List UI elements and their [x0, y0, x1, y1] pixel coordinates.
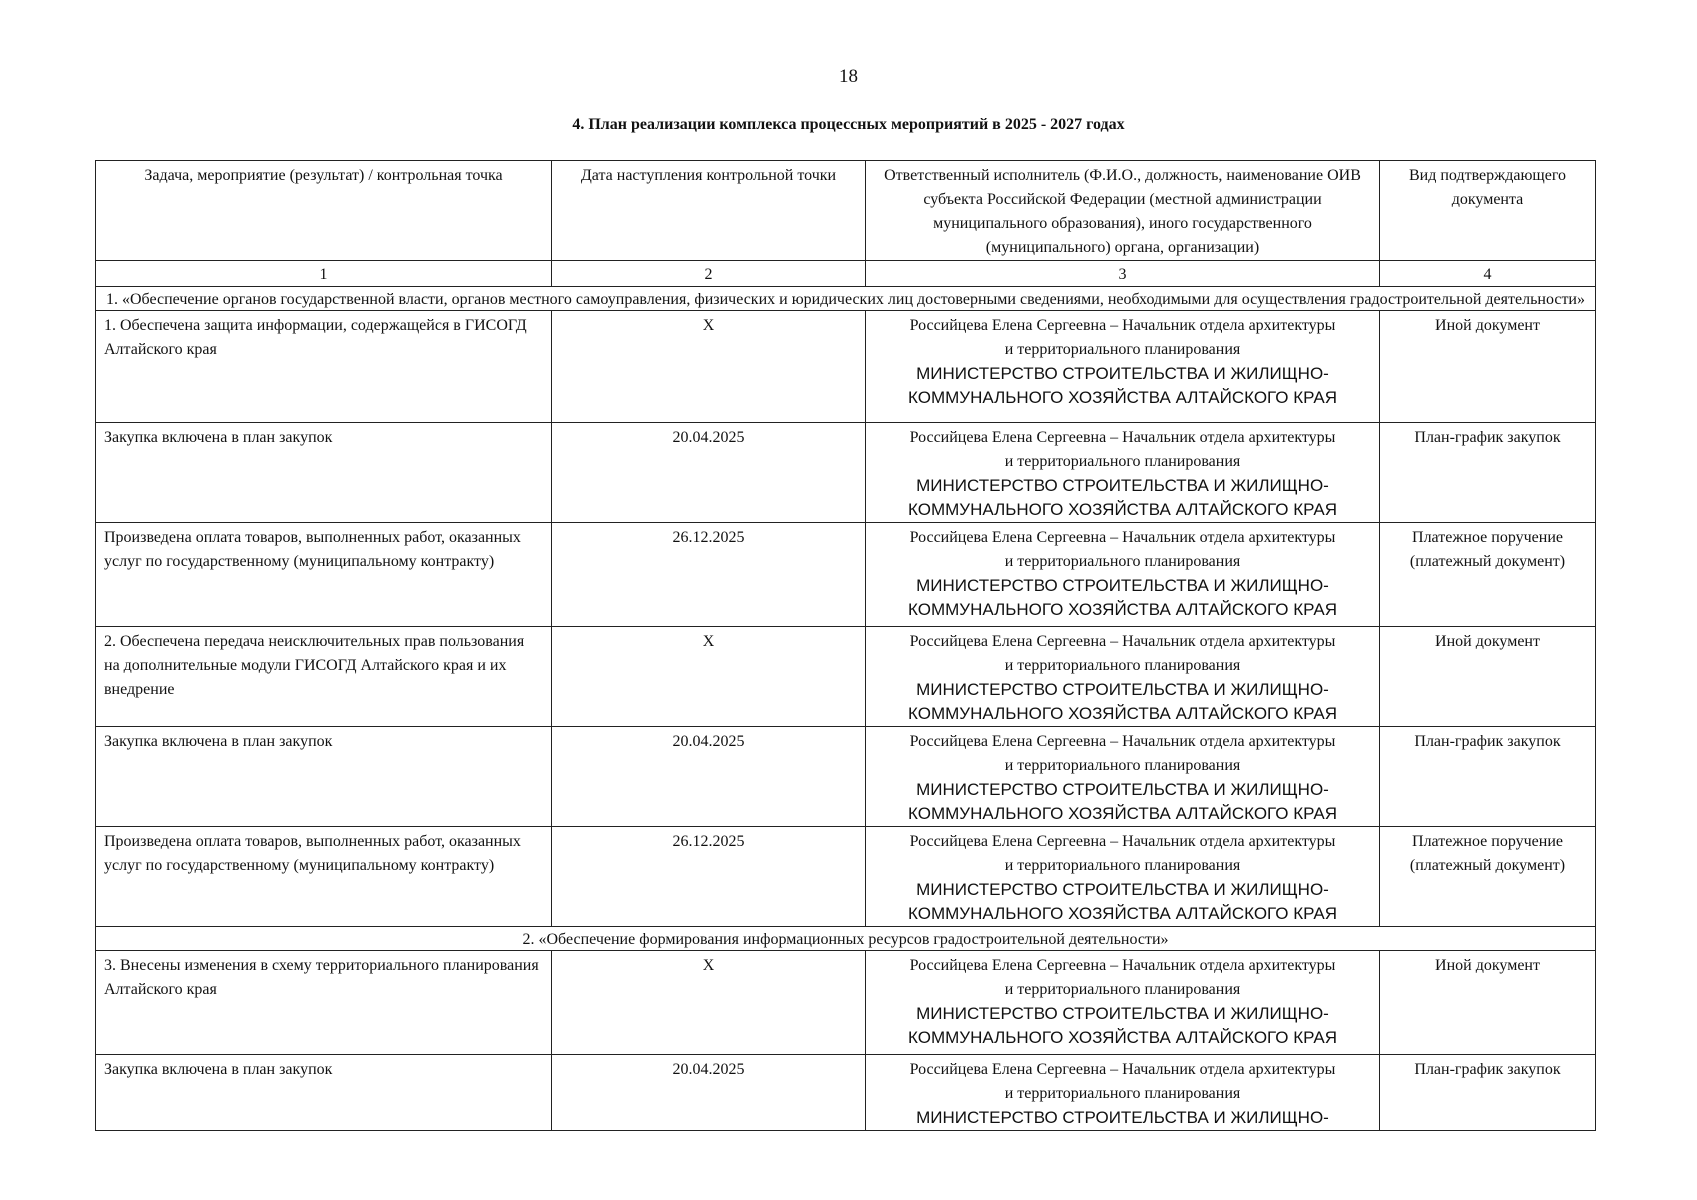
- responsible-person: Российцева Елена Сергеевна – Начальник отдела архитектуры: [909, 733, 1336, 750]
- document-type-cell: План-график закупок: [1380, 423, 1596, 523]
- responsible-person: Российцева Елена Сергеевна – Начальник отдела архитектуры: [909, 633, 1336, 650]
- task-cell: Закупка включена в план закупок: [96, 423, 552, 523]
- responsible-person: Российцева Елена Сергеевна – Начальник отдела архитектуры: [909, 957, 1336, 974]
- date-cell: 26.12.2025: [552, 827, 866, 927]
- column-number: 1: [96, 261, 552, 287]
- document-type-cell: Иной документ: [1380, 311, 1596, 423]
- responsible-cell: [866, 423, 1380, 523]
- date-cell: 20.04.2025: [552, 1055, 866, 1131]
- responsible-organization: МИНИСТЕРСТВО СТРОИТЕЛЬСТВА И ЖИЛИЩНО-КОММУНАЛЬНОГО ХОЗЯЙСТВА АЛТАЙСКОГО КРАЯ: [908, 780, 1337, 823]
- responsible-organization: МИНИСТЕРСТВО СТРОИТЕЛЬСТВА И ЖИЛИЩНО-КОММУНАЛЬНОГО ХОЗЯЙСТВА АЛТАЙСКОГО КРАЯ: [908, 880, 1337, 923]
- column-number-row: [96, 261, 1596, 287]
- table-row: [96, 1055, 1596, 1131]
- table-row: [96, 523, 1596, 627]
- responsible-organization-partial: МИНИСТЕРСТВО СТРОИТЕЛЬСТВА И ЖИЛИЩНО-: [916, 1108, 1329, 1127]
- responsible-cell: [866, 951, 1380, 1055]
- task-cell: Закупка включена в план закупок: [96, 727, 552, 827]
- document-type-cell: План-график закупок: [1380, 727, 1596, 827]
- responsible-cell: [866, 727, 1380, 827]
- column-number: 4: [1380, 261, 1596, 287]
- header-document: Вид подтверждающего документа: [1380, 161, 1596, 261]
- responsible-department: и территориального планирования: [1004, 553, 1241, 570]
- responsible-organization: МИНИСТЕРСТВО СТРОИТЕЛЬСТВА И ЖИЛИЩНО-КОММУНАЛЬНОГО ХОЗЯЙСТВА АЛТАЙСКОГО КРАЯ: [908, 576, 1337, 619]
- section-row: [96, 287, 1596, 311]
- header-date: Дата наступления контрольной точки: [552, 161, 866, 261]
- responsible-department: и территориального планирования: [1004, 981, 1241, 998]
- responsible-cell: [866, 827, 1380, 927]
- responsible-organization: МИНИСТЕРСТВО СТРОИТЕЛЬСТВА И ЖИЛИЩНО-КОММУНАЛЬНОГО ХОЗЯЙСТВА АЛТАЙСКОГО КРАЯ: [908, 1004, 1337, 1047]
- responsible-person: Российцева Елена Сергеевна – Начальник отдела архитектуры: [909, 833, 1336, 850]
- header-task: Задача, мероприятие (результат) / контрольная точка: [96, 161, 552, 261]
- table-header-row: [96, 161, 1596, 261]
- date-cell: 26.12.2025: [552, 523, 866, 627]
- document-type-cell: Платежное поручение (платежный документ): [1380, 827, 1596, 927]
- task-cell: 1. Обеспечена защита информации, содержащейся в ГИСОГД Алтайского края: [96, 311, 552, 423]
- table-row: [96, 627, 1596, 727]
- task-cell: Произведена оплата товаров, выполненных работ, оказанных услуг по государственному (муниципальному контракту): [96, 827, 552, 927]
- responsible-organization: МИНИСТЕРСТВО СТРОИТЕЛЬСТВА И ЖИЛИЩНО-КОММУНАЛЬНОГО ХОЗЯЙСТВА АЛТАЙСКОГО КРАЯ: [908, 680, 1337, 723]
- responsible-cell: [866, 311, 1380, 423]
- responsible-department: и территориального планирования: [1004, 453, 1241, 470]
- date-cell: 20.04.2025: [552, 423, 866, 523]
- column-number: 2: [552, 261, 866, 287]
- page-number: 18: [839, 66, 858, 87]
- task-cell: Закупка включена в план закупок: [96, 1055, 552, 1131]
- table-row: [96, 423, 1596, 523]
- responsible-cell: [866, 1055, 1380, 1131]
- date-cell: 20.04.2025: [552, 727, 866, 827]
- date-cell: X: [552, 627, 866, 727]
- responsible-department: и территориального планирования: [1004, 1085, 1241, 1102]
- implementation-plan-table: [95, 160, 1596, 1131]
- responsible-person: Российцева Елена Сергеевна – Начальник отдела архитектуры: [909, 317, 1336, 334]
- responsible-department: и территориального планирования: [1004, 857, 1241, 874]
- responsible-person: Российцева Елена Сергеевна – Начальник отдела архитектуры: [909, 429, 1336, 446]
- document-title: 4. План реализации комплекса процессных мероприятий в 2025 - 2027 годах: [572, 116, 1125, 133]
- table-row: [96, 727, 1596, 827]
- header-responsible: Ответственный исполнитель (Ф.И.О., должность, наименование ОИВ субъекта Российской Федерации (местной администрации муниципального образования), иного государственного (муниципального) органа, организации): [866, 161, 1380, 261]
- responsible-person: Российцева Елена Сергеевна – Начальник отдела архитектуры: [909, 1061, 1336, 1078]
- responsible-cell: [866, 627, 1380, 727]
- column-number: 3: [866, 261, 1380, 287]
- document-type-cell: План-график закупок: [1380, 1055, 1596, 1131]
- document-type-cell: Иной документ: [1380, 951, 1596, 1055]
- document-type-cell: Иной документ: [1380, 627, 1596, 727]
- section-title: 2. «Обеспечение формирования информационных ресурсов градостроительной деятельности»: [96, 927, 1596, 951]
- date-cell: X: [552, 951, 866, 1055]
- responsible-person: Российцева Елена Сергеевна – Начальник отдела архитектуры: [909, 529, 1336, 546]
- date-cell: X: [552, 311, 866, 423]
- table-row: [96, 827, 1596, 927]
- responsible-organization: МИНИСТЕРСТВО СТРОИТЕЛЬСТВА И ЖИЛИЩНО-КОММУНАЛЬНОГО ХОЗЯЙСТВА АЛТАЙСКОГО КРАЯ: [908, 364, 1337, 407]
- table-row: [96, 951, 1596, 1055]
- responsible-department: и территориального планирования: [1004, 341, 1241, 358]
- section-row: [96, 927, 1596, 951]
- responsible-organization: МИНИСТЕРСТВО СТРОИТЕЛЬСТВА И ЖИЛИЩНО-КОММУНАЛЬНОГО ХОЗЯЙСТВА АЛТАЙСКОГО КРАЯ: [908, 476, 1337, 519]
- table-row: [96, 311, 1596, 423]
- responsible-department: и территориального планирования: [1004, 657, 1241, 674]
- section-title: 1. «Обеспечение органов государственной власти, органов местного самоуправления, физических и юридических лиц достоверными сведениями, необходимыми для осуществления градостроительной деятельности»: [96, 287, 1596, 311]
- document-type-cell: Платежное поручение (платежный документ): [1380, 523, 1596, 627]
- task-cell: Произведена оплата товаров, выполненных работ, оказанных услуг по государственному (муниципальному контракту): [96, 523, 552, 627]
- responsible-cell: [866, 523, 1380, 627]
- task-cell: 2. Обеспечена передача неисключительных прав пользования на дополнительные модули ГИСОГД Алтайского края и их внедрение: [96, 627, 552, 727]
- responsible-department: и территориального планирования: [1004, 757, 1241, 774]
- task-cell: 3. Внесены изменения в схему территориального планирования Алтайского края: [96, 951, 552, 1055]
